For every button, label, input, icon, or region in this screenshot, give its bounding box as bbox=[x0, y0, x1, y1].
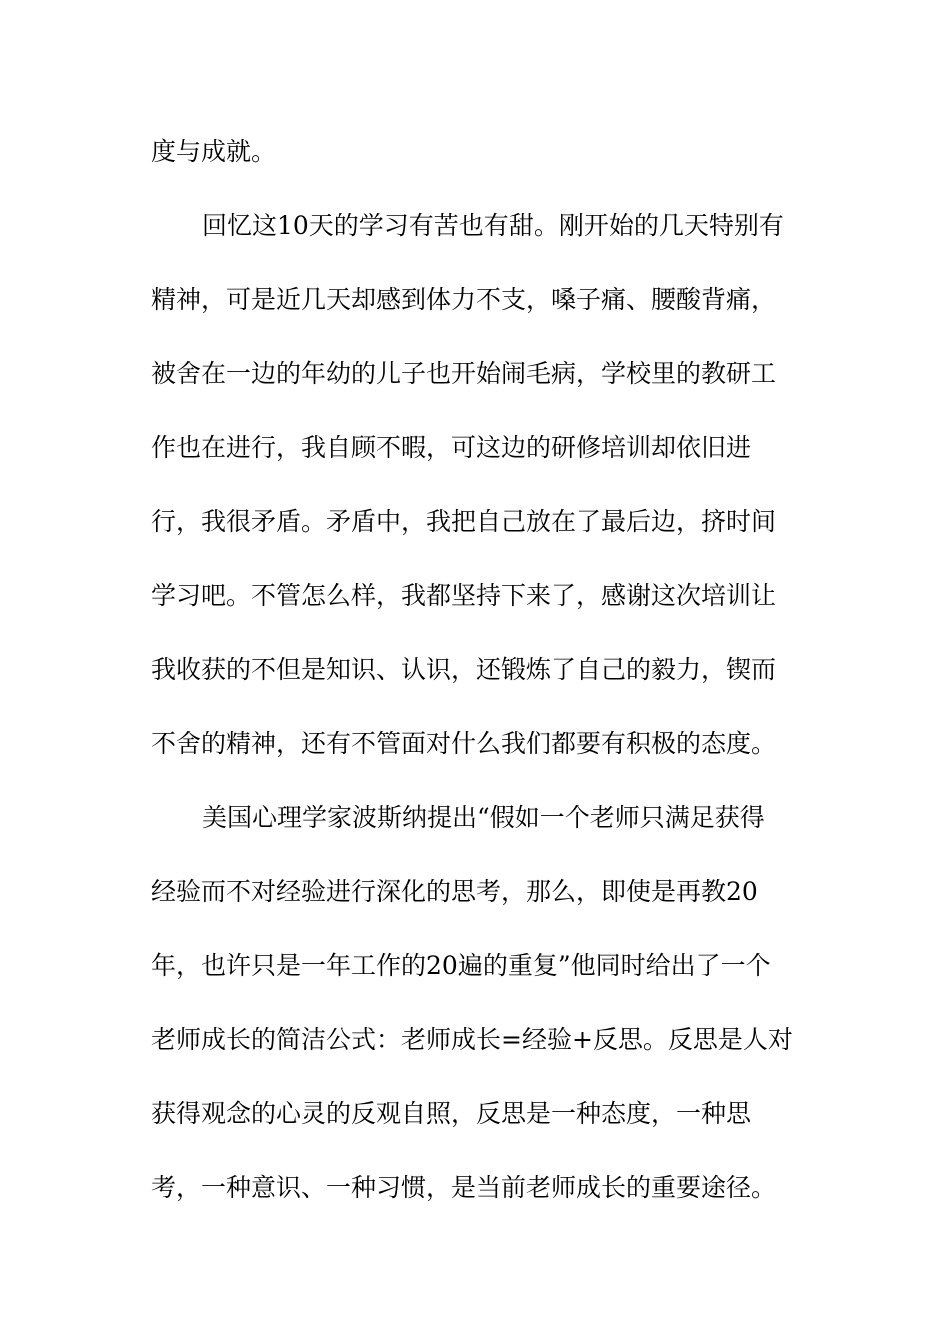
text-line: 学习吧。不管怎么样，我都坚持下来了，感谢这次培训让 bbox=[151, 581, 777, 610]
text-line: 考，一种意识、一种习惯，是当前老师成长的重要途径。 bbox=[151, 1173, 777, 1202]
text-line: 作也在进行，我自顾不暇，可这边的研修培训却依旧进 bbox=[151, 433, 752, 462]
text-line: 度与成就。 bbox=[151, 137, 277, 166]
text-line: 行，我很矛盾。矛盾中，我把自己放在了最后边，挤时间 bbox=[151, 507, 777, 536]
text-line: 精神，可是近几天却感到体力不支，嗓子痛、腰酸背痛， bbox=[151, 285, 777, 314]
text-line: 年，也许只是一年工作的20遍的重复”他同时给出了一个 bbox=[151, 951, 771, 980]
text-line: 老师成长的简洁公式：老师成长=经验+反思。反思是人对 bbox=[151, 1025, 793, 1054]
paragraph-start-line: 回忆这10天的学习有苦也有甜。刚开始的几天特别有 bbox=[202, 211, 784, 240]
paragraph-start-line: 美国心理学家波斯纳提出“假如一个老师只满足获得 bbox=[202, 803, 765, 832]
text-line: 被舍在一边的年幼的儿子也开始闹毛病，学校里的教研工 bbox=[151, 359, 777, 388]
text-line: 不舍的精神，还有不管面对什么我们都要有积极的态度。 bbox=[151, 729, 777, 758]
text-line: 获得观念的心灵的反观自照，反思是一种态度，一种思 bbox=[151, 1099, 752, 1128]
text-line: 经验而不对经验进行深化的思考，那么，即使是再教20 bbox=[151, 877, 758, 906]
text-line: 我收获的不但是知识、认识，还锻炼了自己的毅力，锲而 bbox=[151, 655, 777, 684]
